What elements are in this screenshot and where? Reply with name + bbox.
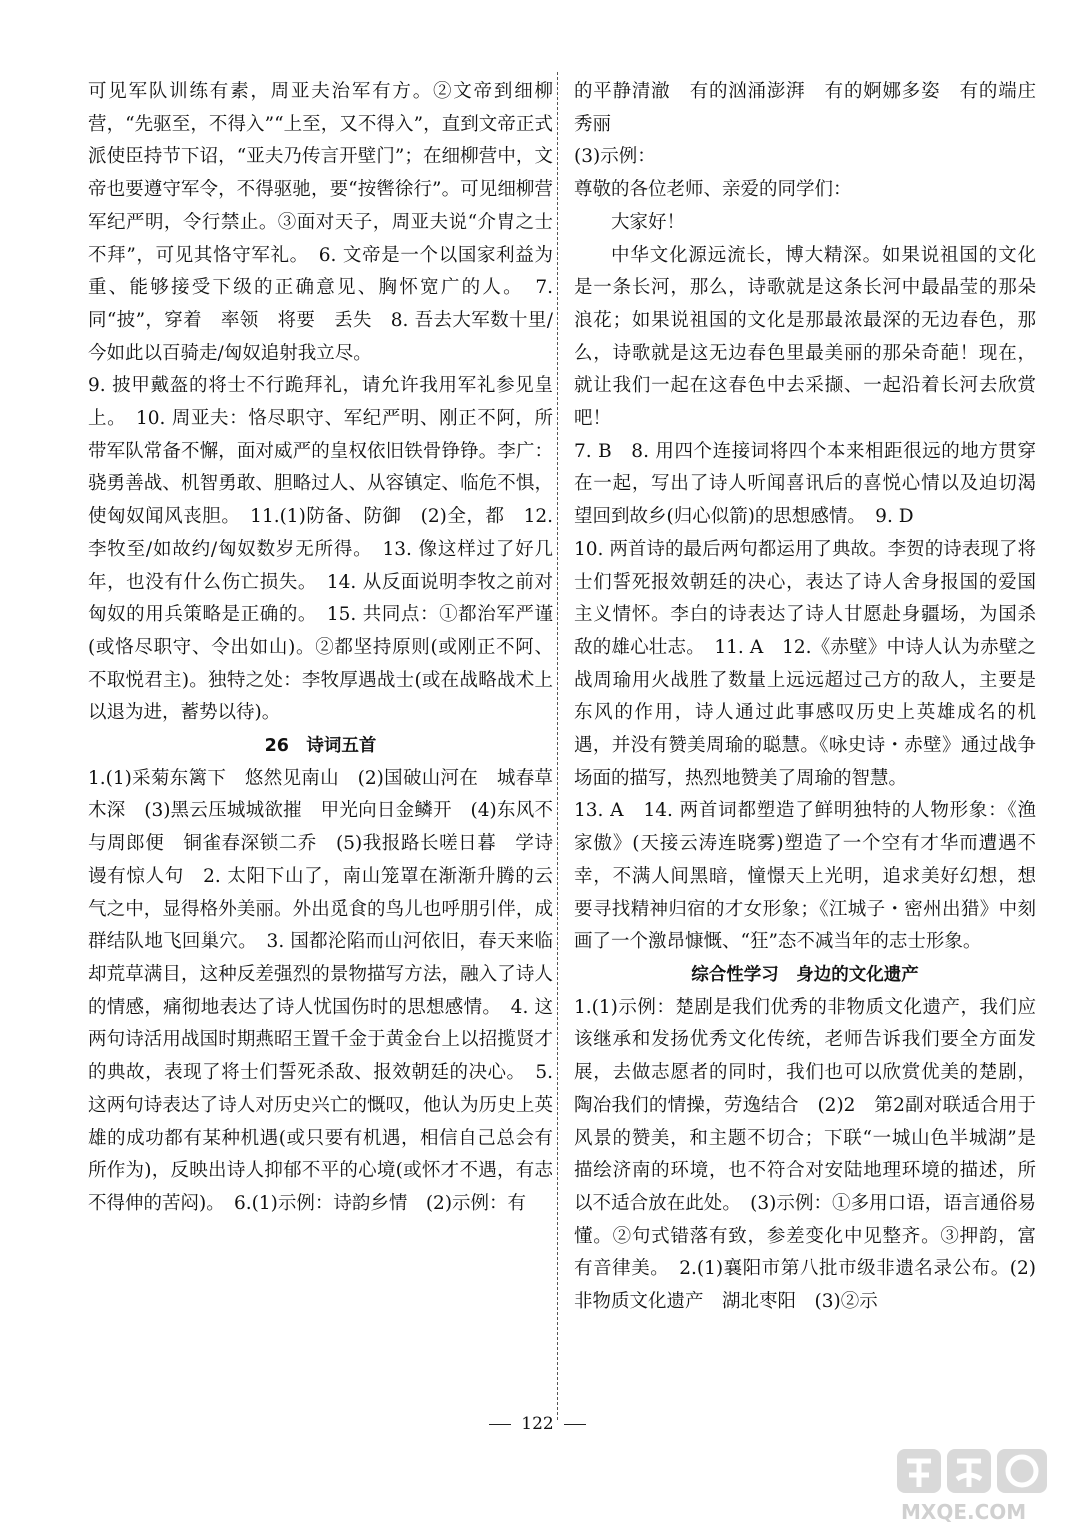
answer-paragraph: 1.(1)示例：楚剧是我们优秀的非物质文化遗产，我们应该继承和发扬优秀文化传统，老师告诉我们要全方面发展，去做志愿者的同时，我们也可以欣赏优美的楚剧，陶冶我们的情操，劳逸结合 (2)2 第2副对联适合用于风景的赞美，和主题不切合；下联“一城山色半城湖”是描绘济南的环境，也不符合对安陆地理环境的描述，所以不适合放在此处。 (3)示例：①多用口语，语言通俗易懂。②句式错落有致，参差变化中见整齐。③押韵，富有音律美。 2.(1)襄阳市第八批市级非遗名录公布。(2)非物质文化遗产 湖北枣阳 (3)②示 (574, 996, 1036, 1313)
answer-paragraph: 7. B 8. 用四个连接词将四个本来相距很远的地方贯穿在一起，写出了诗人听闻喜讯后的喜悦心情以及迫切渴望回到故乡(归心似箭)的思想感情。 9. D (574, 440, 1036, 528)
footer-dash-left (489, 1424, 511, 1425)
page-footer (0, 1414, 1075, 1434)
section-heading: 26 诗词五首 (264, 736, 377, 757)
speech-body: 中华文化源远流长，博大精深。如果说祖国的文化是一条长河，那么，诗歌就是这条长河中最晶莹的那朵浪花；如果说祖国的文化是那最浓最深的无边春色，那么，诗歌就是这无边春色里最美丽的那朵奇葩！现在，就让我们一起在这春色中去采撷、一起沿着长河去欣赏吧！ (574, 244, 1036, 430)
answer-paragraph: 10. 两首诗的最后两句都运用了典故。李贺的诗表现了将士们誓死报效朝廷的决心，表达了诗人舍身报国的爱国主义情怀。李白的诗表达了诗人甘愿赴身疆场，为国杀敌的雄心壮志。 11. A 12.《赤壁》中诗人认为赤壁之战周瑜用火战胜了数量上远远超过己方的敌人，主要是东风的作用，诗人通过此事感叹历史上英雄成名的机遇，并没有赞美周瑜的聪慧。《咏史诗・赤壁》通过战争场面的描写，热烈地赞美了周瑜的智慧。 (574, 538, 1036, 789)
page-number: 122 (521, 1414, 554, 1434)
speech-salutation: 尊敬的各位老师、亲爱的同学们： (574, 179, 852, 201)
answer-paragraph: 9. 披甲戴盔的将士不行跪拜礼，请允许我用军礼参见皇上。 10. 周亚夫：恪尽职守、军纪严明、刚正不阿，所带军队常备不懈，面对威严的皇权依旧铁骨铮铮。李广：骁勇善战、机智勇敢、胆略过人、从容镇定、临危不惧，使匈奴闻风丧胆。 11.(1)防备、防御 (2)全，都 12. 李牧至/如故约/匈奴数岁无所得。 13. 像这样过了好几年，也没有什么伤亡损失。 14. 从反面说明李牧之前对匈奴的用兵策略是正确的。 15. 共同点：①都治军严谨(或恪尽职守、令出如山)。②都坚持原则(或刚正不阿、不取悦君主)。独特之处：李牧厚遇战士(或在战略战术上以退为进，蓄势以待)。 (88, 375, 553, 724)
svg-text:MXQE.COM: MXQE.COM (901, 1500, 1027, 1524)
answer-paragraph: 1.(1)采菊东篱下 悠然见南山 (2)国破山河在 城春草木深 (3)黑云压城城欲摧 甲光向日金鳞开 (4)东风不与周郎便 铜雀春深锁二乔 (5)我报路长嗟日暮 学诗谩有惊人句 2. 太阳下山了，南山笼罩在渐渐升腾的云气之中，显得格外美丽。外出觅食的鸟儿也呼朋引伴，成群结队地飞回巢穴。 3. 国都沦陷而山河依旧，春天来临却荒草满目，这种反差强烈的景物描写方法，融入了诗人的情感，痛彻地表达了诗人忧国伤时的思想感情。 4. 这两句诗活用战国时期燕昭王置千金于黄金台上以招揽贤才的典故，表现了将士们誓死杀敌、报效朝廷的决心。 5. 这两句诗表达了诗人对历史兴亡的慨叹，他认为历史上英雄的成功都有某种机遇(或只要有机遇，相信自己总会有所作为)，反映出诗人抑郁不平的心境(或怀才不遇，有志不得伸的苦闷)。 6.(1)示例：诗韵乡情 (2)示例：有 (88, 767, 553, 1214)
footer-dash-right (564, 1424, 586, 1425)
answer-paragraph: 的平静清澈 有的汹涌澎湃 有的婀娜多姿 有的端庄秀丽 (574, 81, 1036, 135)
column-divider (557, 72, 558, 1420)
section-heading: 综合性学习 身边的文化遗产 (691, 964, 919, 985)
right-column (574, 76, 1036, 1319)
watermark-logo (895, 1445, 1055, 1527)
left-column (88, 76, 553, 1221)
answer-paragraph: (3)示例： (574, 146, 656, 168)
speech-greeting: 大家好！ (611, 211, 686, 233)
answer-paragraph: 可见军队训练有素，周亚夫治军有方。②文帝到细柳营，“先驱至，不得入”“上至，又不得入”，直到文帝正式派使臣持节下诏，“亚夫乃传言开壁门”；在细柳营中，文帝也要遵守军令，不得驱驰，要“按辔徐行”。可见细柳营军纪严明，令行禁止。③面对天子，周亚夫说“介胄之士不拜”，可见其恪守军礼。 6. 文帝是一个以国家利益为重、能够接受下级的正确意见、胸怀宽广的人。 7. 同“披”，穿着 率领 将要 丢失 8. 吾去大军数十里/今如此以百骑走/匈奴追射我立尽。 (88, 81, 553, 364)
answer-paragraph: 13. A 14. 两首词都塑造了鲜明独特的人物形象：《渔家傲》(天接云涛连晓雾)塑造了一个空有才华而遭遇不幸，不满人间黑暗，憧憬天上光明，追求美好幻想，想要寻找精神归宿的才女形象；《江城子・密州出猎》中刻画了一个激昂慷慨、“狂”态不减当年的志士形象。 (574, 800, 1036, 953)
